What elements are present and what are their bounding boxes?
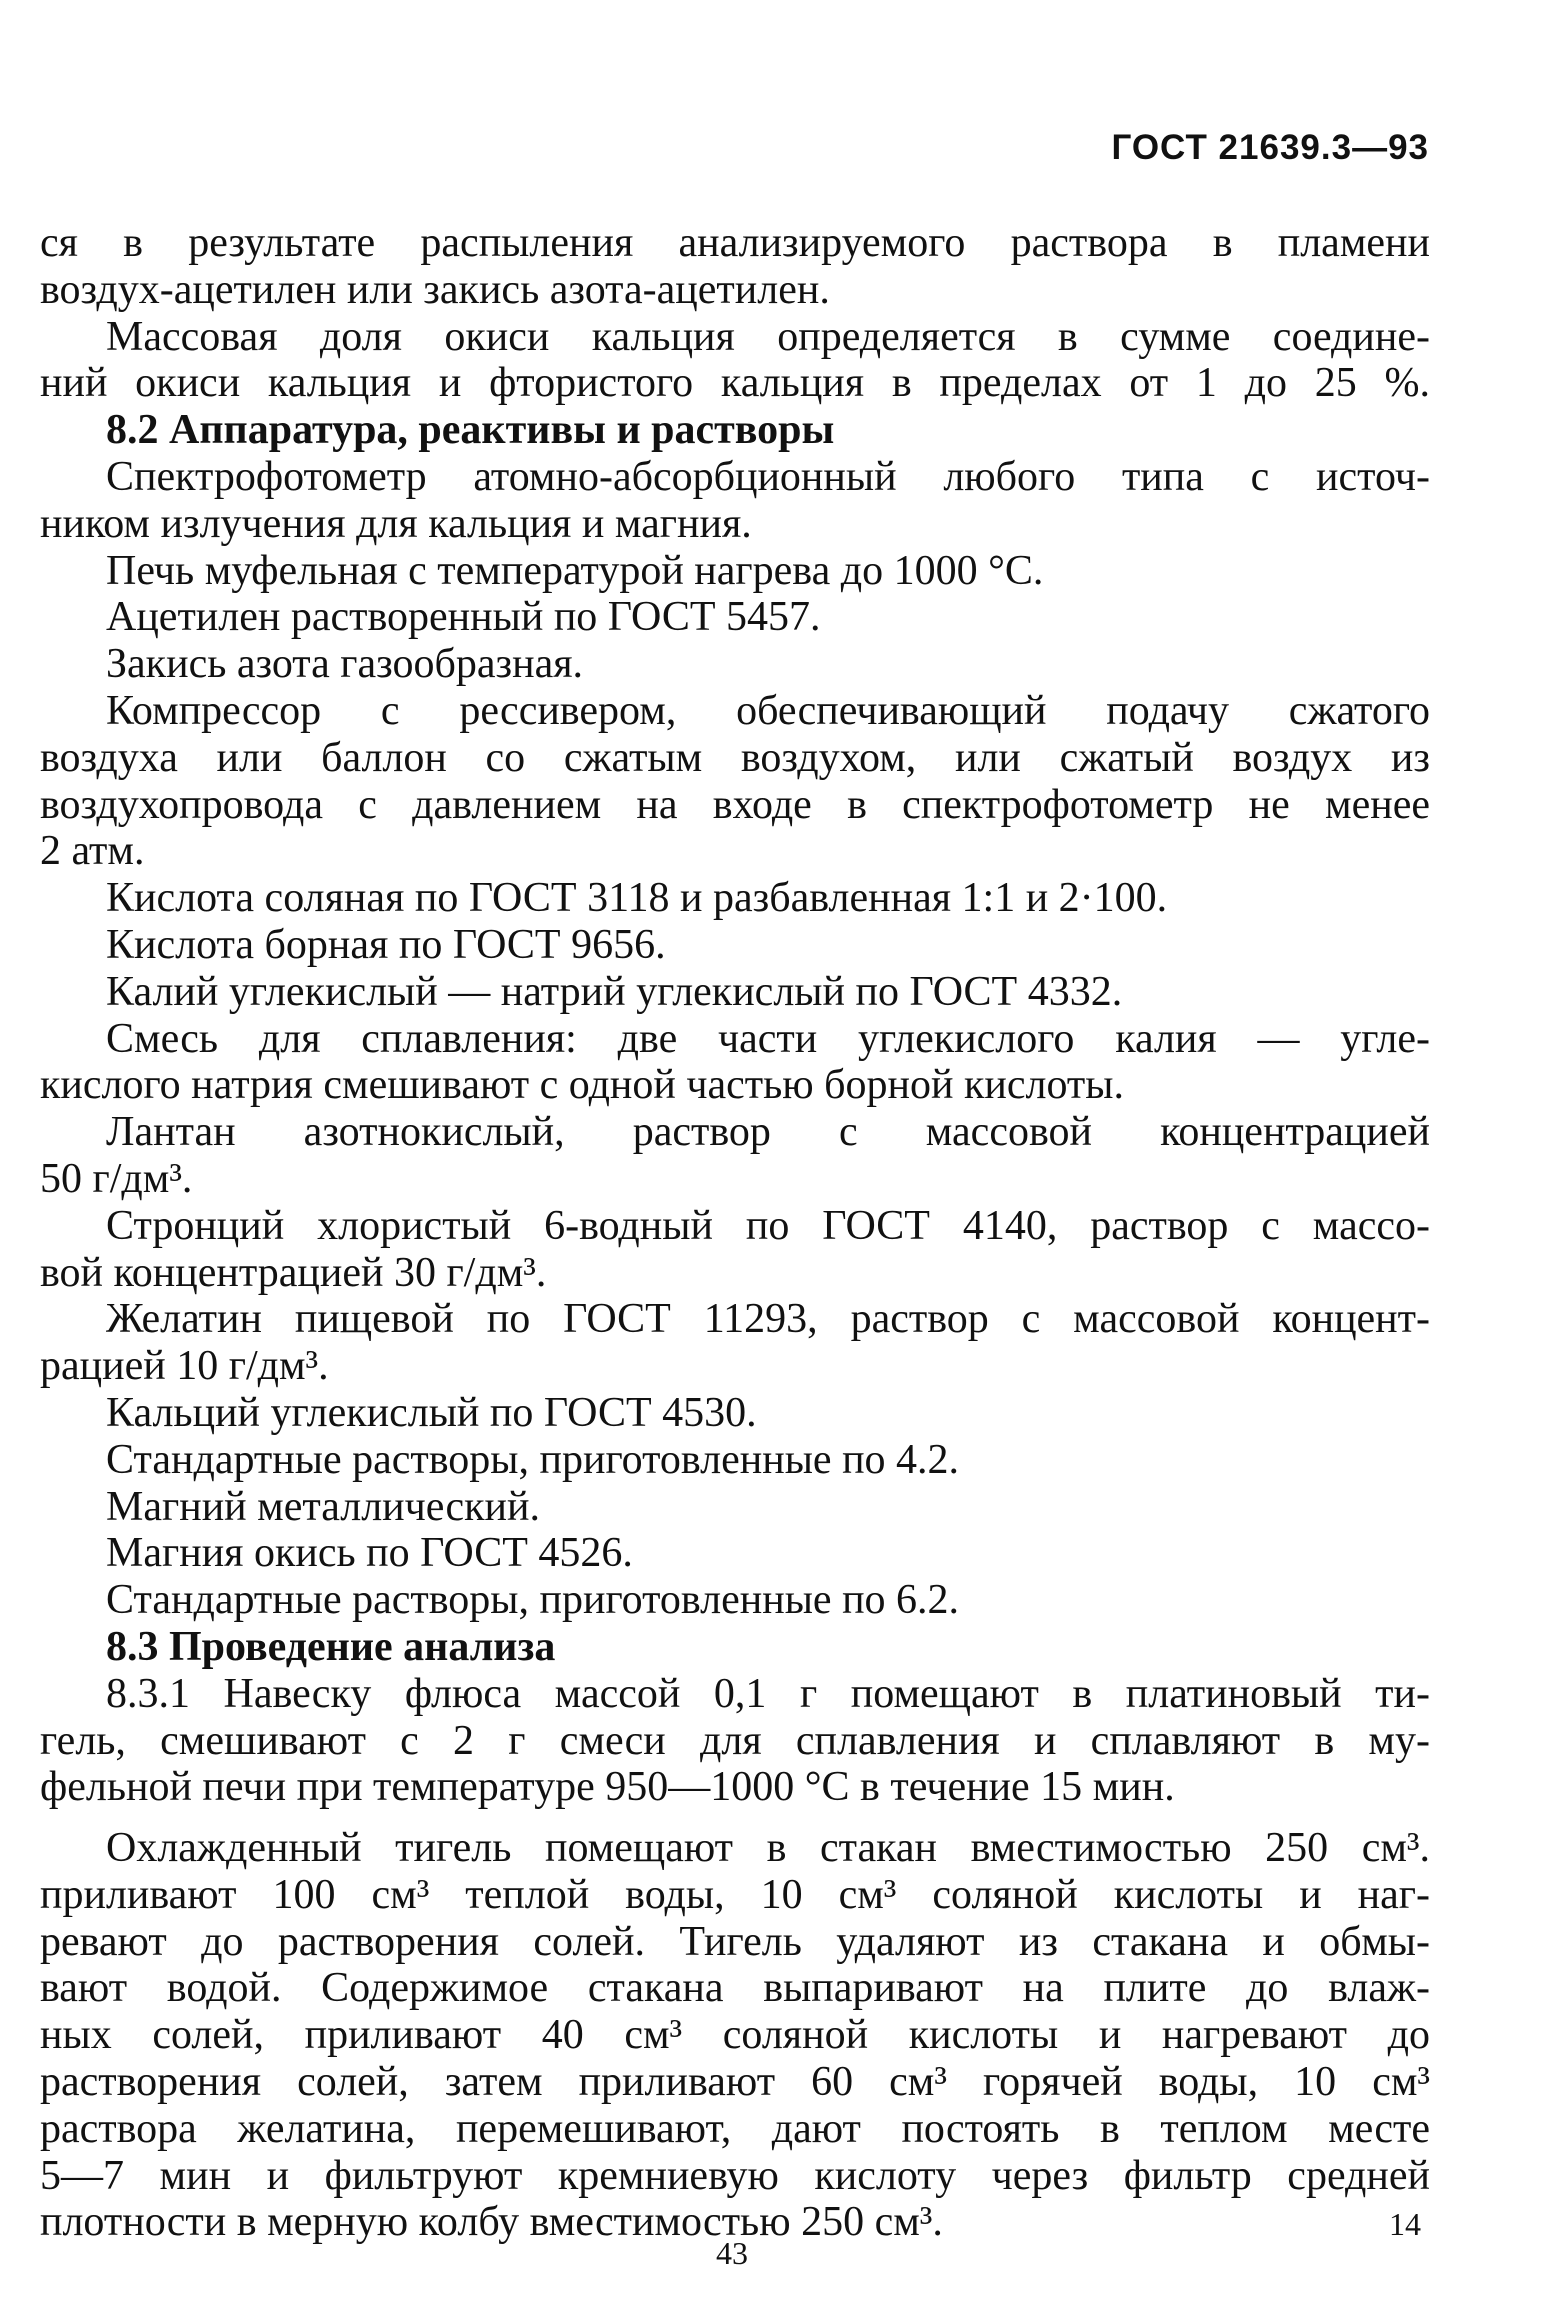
text-line: ний окиси кальция и фтористого кальция в пределах от 1 до 25 %. xyxy=(40,360,1430,407)
body-text xyxy=(40,220,1430,2246)
text-line: Компрессор с рессивером, обеспечивающий подачу сжатого xyxy=(106,687,1430,734)
text-line: Кальций углекислый по ГОСТ 4530. xyxy=(106,1389,757,1436)
text-line: Печь муфельная с температурой нагрева до 1000 °С. xyxy=(106,547,1044,594)
text-line: вают водой. Содержимое стакана выпаривают на плите до влаж- xyxy=(40,1965,1430,2012)
text-line: Стронций хлористый 6-водный по ГОСТ 4140, раствор с массо- xyxy=(106,1202,1430,1249)
text-line: Массовая доля окиси кальция определяется в сумме соедине- xyxy=(106,313,1430,360)
text-line: вой концентрацией 30 г/дм³. xyxy=(40,1249,547,1296)
text-line: Спектрофотометр атомно-абсорбционный любого типа с источ- xyxy=(106,453,1430,500)
text-line: Магний металлический. xyxy=(106,1483,540,1530)
text-line: рацией 10 г/дм³. xyxy=(40,1343,329,1390)
text-line: Кислота борная по ГОСТ 9656. xyxy=(106,921,666,968)
text-line: 5—7 мин и фильтруют кремниевую кислоту через фильтр средней xyxy=(40,2152,1430,2199)
paragraph-gap xyxy=(40,1811,1430,1825)
text-line: Стандартные растворы, приготовленные по 6.2. xyxy=(106,1577,960,1624)
text-line: воздуха или баллон со сжатым воздухом, или сжатый воздух из xyxy=(40,734,1430,781)
text-line: Смесь для сплавления: две части углекислого калия — угле- xyxy=(106,1015,1430,1062)
section-heading-8-3: 8.3 Проведение анализа xyxy=(106,1623,556,1670)
text-line: воздухопровода с давлением на входе в спектрофотометр не менее xyxy=(40,781,1430,828)
text-line: Закись азота газообразная. xyxy=(106,641,584,688)
text-line: ревают до растворения солей. Тигель удаляют из стакана и обмы- xyxy=(40,1918,1430,1965)
text-line: воздух-ацетилен или закись азота-ацетилен. xyxy=(40,266,830,313)
text-line: Охлажденный тигель помещают в стакан вместимостью 250 см³. xyxy=(106,1825,1430,1872)
text-line: Лантан азотнокислый, раствор с массовой концентрацией xyxy=(106,1109,1430,1156)
text-line: ся в результате распыления анализируемого раствора в пламени xyxy=(40,220,1430,266)
section-heading-8-2: 8.2 Аппаратура, реактивы и растворы xyxy=(106,407,835,454)
text-line: фельной печи при температуре 950—1000 °С в течение 15 мин. xyxy=(40,1764,1175,1811)
text-line: ных солей, приливают 40 см³ соляной кислоты и нагревают до xyxy=(40,2012,1430,2059)
text-line: Кислота соляная по ГОСТ 3118 и разбавленная 1:1 и 2·100. xyxy=(106,875,1168,922)
text-line: ником излучения для кальция и магния. xyxy=(40,500,752,547)
text-line: 50 г/дм³. xyxy=(40,1155,193,1202)
text-line: приливают 100 см³ теплой воды, 10 см³ соляной кислоты и наг- xyxy=(40,1871,1430,1918)
text-line: гель, смешивают с 2 г смеси для сплавления и сплавляют в му- xyxy=(40,1717,1430,1764)
page-number: 43 xyxy=(716,2235,748,2271)
text-line: 8.3.1 Навеску флюса массой 0,1 г помещают в платиновый ти- xyxy=(106,1670,1430,1717)
text-line: Желатин пищевой по ГОСТ 11293, раствор с массовой концент- xyxy=(106,1296,1430,1343)
text-line: Калий углекислый — натрий углекислый по ГОСТ 4332. xyxy=(106,968,1123,1015)
text-line: 2 атм. xyxy=(40,828,145,875)
text-line: Ацетилен растворенный по ГОСТ 5457. xyxy=(106,594,821,641)
text-line: раствора желатина, перемешивают, дают постоять в теплом месте xyxy=(40,2105,1430,2152)
text-line: Магния окись по ГОСТ 4526. xyxy=(106,1530,633,1577)
text-line: кислого натрия смешивают с одной частью борной кислоты. xyxy=(40,1062,1125,1109)
text-line: Стандартные растворы, приготовленные по 4.2. xyxy=(106,1436,960,1483)
text-line: растворения солей, затем приливают 60 см³ горячей воды, 10 см³ xyxy=(40,2059,1430,2106)
sheet-number: 14 xyxy=(1389,2206,1421,2242)
text-line: плотности в мерную колбу вместимостью 250 см³. xyxy=(40,2199,943,2246)
standard-code-header: ГОСТ 21639.3—93 xyxy=(1111,128,1429,167)
